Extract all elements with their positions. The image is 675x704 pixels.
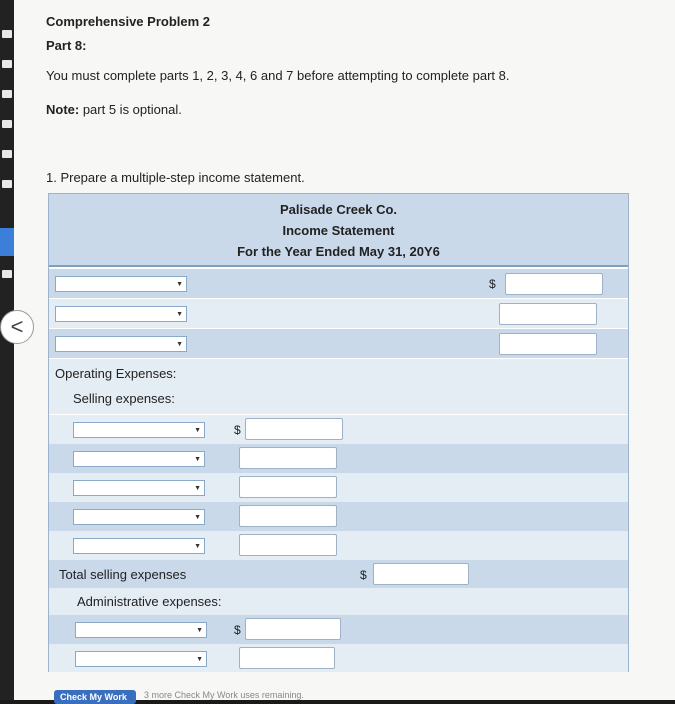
total-selling-label: Total selling expenses bbox=[59, 567, 187, 582]
account-dropdown[interactable] bbox=[75, 651, 207, 667]
step-instruction: 1. Prepare a multiple-step income statement. bbox=[46, 170, 305, 185]
footer-bar bbox=[14, 672, 675, 700]
income-statement-table bbox=[48, 193, 629, 673]
table-row bbox=[49, 560, 628, 589]
caret-down-icon: ▼ bbox=[176, 281, 183, 288]
table-row bbox=[49, 299, 628, 328]
caret-down-icon: ▼ bbox=[194, 543, 201, 550]
device-bezel bbox=[0, 0, 14, 700]
table-row bbox=[49, 329, 628, 358]
bezel-highlight bbox=[0, 228, 14, 256]
caret-down-icon: ▼ bbox=[196, 627, 203, 634]
amount-input[interactable] bbox=[239, 505, 337, 527]
statement-title: Income Statement bbox=[282, 223, 395, 238]
administrative-expenses-label: Administrative expenses: bbox=[77, 594, 222, 609]
table-row bbox=[49, 644, 628, 673]
amount-input[interactable] bbox=[239, 447, 337, 469]
amount-input[interactable] bbox=[239, 534, 337, 556]
bezel-mark bbox=[2, 30, 12, 38]
caret-down-icon: ▼ bbox=[196, 656, 203, 663]
dollar-sign: $ bbox=[360, 568, 367, 582]
check-my-work-button[interactable]: Check My Work bbox=[54, 690, 136, 704]
account-dropdown[interactable] bbox=[55, 276, 187, 292]
selling-expenses-label: Selling expenses: bbox=[73, 391, 175, 406]
table-row bbox=[49, 531, 628, 560]
account-dropdown[interactable] bbox=[73, 509, 205, 525]
part-label: Part 8: bbox=[46, 38, 87, 53]
account-dropdown[interactable] bbox=[73, 422, 205, 438]
caret-down-icon: ▼ bbox=[194, 427, 201, 434]
caret-down-icon: ▼ bbox=[176, 341, 183, 348]
caret-down-icon: ▼ bbox=[194, 485, 201, 492]
statement-header bbox=[49, 194, 628, 267]
amount-input[interactable] bbox=[245, 618, 341, 640]
account-dropdown[interactable] bbox=[73, 480, 205, 496]
instructions-text: You must complete parts 1, 2, 3, 4, 6 and 7 before attempting to complete part 8. bbox=[46, 68, 510, 83]
account-dropdown[interactable] bbox=[75, 622, 207, 638]
problem-title: Comprehensive Problem 2 bbox=[46, 14, 210, 29]
amount-input[interactable] bbox=[239, 647, 335, 669]
dollar-sign: $ bbox=[489, 277, 496, 291]
account-dropdown[interactable] bbox=[73, 451, 205, 467]
bezel-mark bbox=[2, 270, 12, 278]
amount-input[interactable] bbox=[373, 563, 469, 585]
remaining-uses-text: 3 more Check My Work uses remaining. bbox=[144, 690, 304, 700]
note-label: Note: bbox=[46, 102, 80, 117]
bezel-mark bbox=[2, 90, 12, 98]
note-body: part 5 is optional. bbox=[79, 102, 182, 117]
caret-down-icon: ▼ bbox=[194, 456, 201, 463]
amount-input[interactable] bbox=[245, 418, 343, 440]
table-row bbox=[49, 359, 628, 388]
dollar-sign: $ bbox=[234, 623, 241, 637]
bezel-mark bbox=[2, 120, 12, 128]
account-dropdown[interactable] bbox=[55, 336, 187, 352]
content-screen bbox=[14, 0, 675, 700]
table-row bbox=[49, 385, 628, 414]
table-row bbox=[49, 415, 628, 444]
note-text bbox=[46, 102, 182, 117]
operating-expenses-label: Operating Expenses: bbox=[55, 366, 177, 381]
table-row bbox=[49, 502, 628, 531]
amount-input[interactable] bbox=[499, 333, 597, 355]
amount-input[interactable] bbox=[505, 273, 603, 295]
caret-down-icon: ▼ bbox=[176, 311, 183, 318]
caret-down-icon: ▼ bbox=[194, 514, 201, 521]
chevron-left-icon[interactable]: < bbox=[0, 310, 34, 344]
table-row bbox=[49, 615, 628, 644]
account-dropdown[interactable] bbox=[73, 538, 205, 554]
amount-input[interactable] bbox=[499, 303, 597, 325]
statement-period: For the Year Ended May 31, 20Y6 bbox=[237, 244, 440, 259]
table-row bbox=[49, 269, 628, 298]
table-row bbox=[49, 473, 628, 502]
company-name: Palisade Creek Co. bbox=[279, 202, 398, 217]
table-row bbox=[49, 444, 628, 473]
bezel-mark bbox=[2, 150, 12, 158]
bezel-mark bbox=[2, 180, 12, 188]
bezel-mark bbox=[2, 60, 12, 68]
table-row bbox=[49, 588, 628, 617]
amount-input[interactable] bbox=[239, 476, 337, 498]
account-dropdown[interactable] bbox=[55, 306, 187, 322]
dollar-sign: $ bbox=[234, 423, 241, 437]
